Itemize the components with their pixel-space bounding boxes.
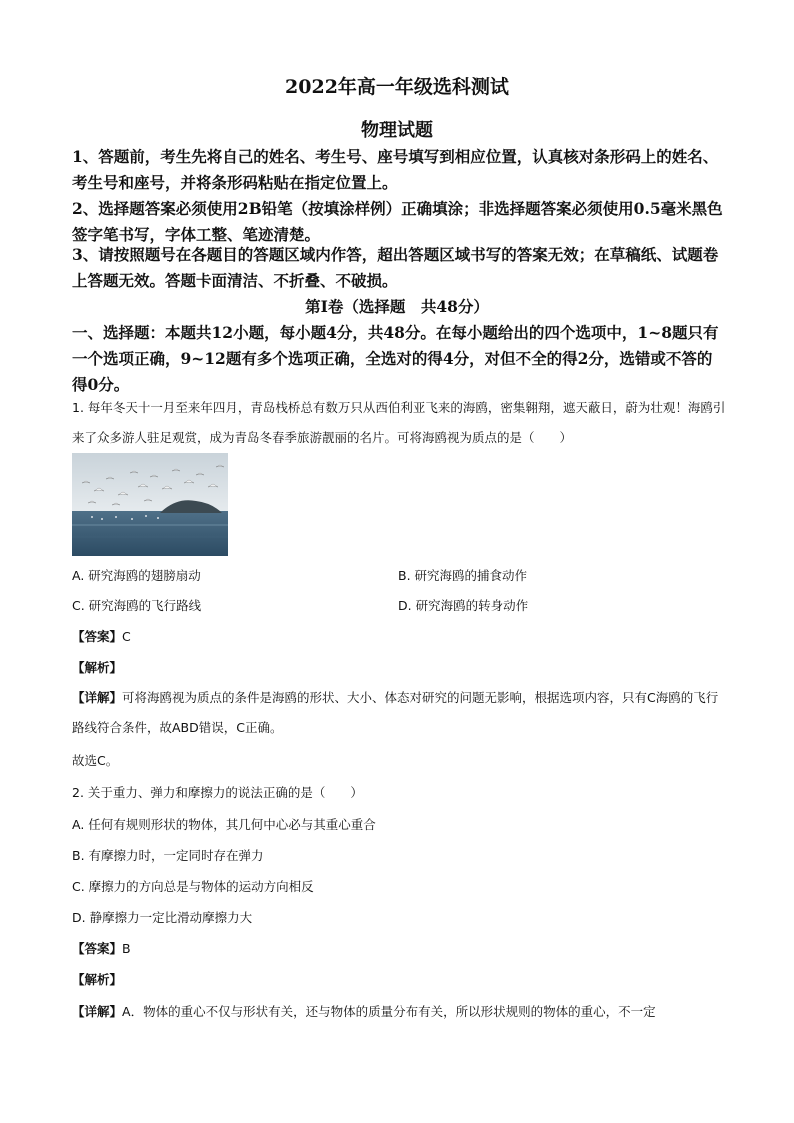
seagulls-photo	[72, 453, 228, 556]
question-1-option-d: D. 研究海鸥的转身动作	[398, 598, 529, 613]
question-2-option-c: C. 摩擦力的方向总是与物体的运动方向相反	[72, 879, 314, 894]
question-2-stem: 2. 关于重力、弹力和摩擦力的说法正确的是（ ）	[72, 785, 363, 800]
answer-value: B	[122, 941, 131, 956]
question-2-answer	[72, 939, 131, 957]
answer-value: C	[122, 629, 131, 644]
question-1-conclusion: 故选C。	[72, 753, 119, 768]
question-1-stem: 1. 每年冬天十一月至来年四月，青岛栈桥总有数万只从西伯利亚飞来的海鸥，密集翱翔，遮天蔽日，蔚为壮观！海鸥引来了众多游人驻足观赏，成为青岛冬春季旅游靓丽的名片。可将海鸥视为质点的是（ ）	[72, 400, 726, 445]
question-1-option-a: A. 研究海鸥的翅膀扇动	[72, 568, 201, 583]
question-1-option-c: C. 研究海鸥的飞行路线	[72, 598, 202, 613]
exam-title: 2022年高一年级选科测试	[285, 76, 509, 98]
exam-subtitle: 物理试题	[361, 120, 433, 141]
detail-tag: 【详解】	[72, 690, 123, 705]
answer-tag: 【答案】	[72, 941, 123, 956]
instruction-1: 1、答题前，考生先将自己的姓名、考生号、座号填写到相应位置，认真核对条形码上的姓名、考生号和座号，并将条形码粘贴在指定位置上。	[72, 147, 719, 192]
question-2-option-d: D. 静摩擦力一定比滑动摩擦力大	[72, 910, 253, 925]
question-1-option-b: B. 研究海鸥的捕食动作	[398, 568, 528, 583]
question-1-answer	[72, 627, 131, 645]
detail-text: A．物体的重心不仅与形状有关，还与物体的质量分布有关，所以形状规则的物体的重心，不一定	[122, 1004, 656, 1019]
detail-text: 可将海鸥视为质点的条件是海鸥的形状、大小、体态对研究的问题无影响，根据选项内容，只有C海鸥的飞行路线符合条件，故ABD错误，C正确。	[72, 690, 719, 735]
instruction-3: 3、请按照题号在各题目的答题区域内作答，超出答题区域书写的答案无效；在草稿纸、试题卷上答题无效。答题卡面清洁、不折叠、不破损。	[72, 245, 719, 290]
section-intro: 一、选择题：本题共12小题，每小题4分，共48分。在每小题给出的四个选项中，1~8题只有一个选项正确，9~12题有多个选项正确，全选对的得4分，对但不全的得2分，选错或不答的得0分。	[72, 323, 719, 394]
question-1-analysis-tag: 【解析】	[72, 660, 123, 675]
question-2-option-b: B. 有摩擦力时，一定同时存在弹力	[72, 848, 264, 863]
section-title: 第Ⅰ卷（选择题 共48分）	[305, 297, 489, 316]
question-2-option-a: A. 任何有规则形状的物体，其几何中心必与其重心重合	[72, 817, 376, 832]
instruction-2: 2、选择题答案必须使用2B铅笔（按填涂样例）正确填涂；非选择题答案必须使用0.5毫米黑色签字笔书写，字体工整、笔迹清楚。	[72, 199, 723, 244]
question-2-detail	[72, 1002, 656, 1020]
question-2-analysis-tag: 【解析】	[72, 972, 123, 987]
detail-tag: 【详解】	[72, 1004, 123, 1019]
answer-tag: 【答案】	[72, 629, 123, 644]
question-1-detail	[72, 683, 727, 743]
